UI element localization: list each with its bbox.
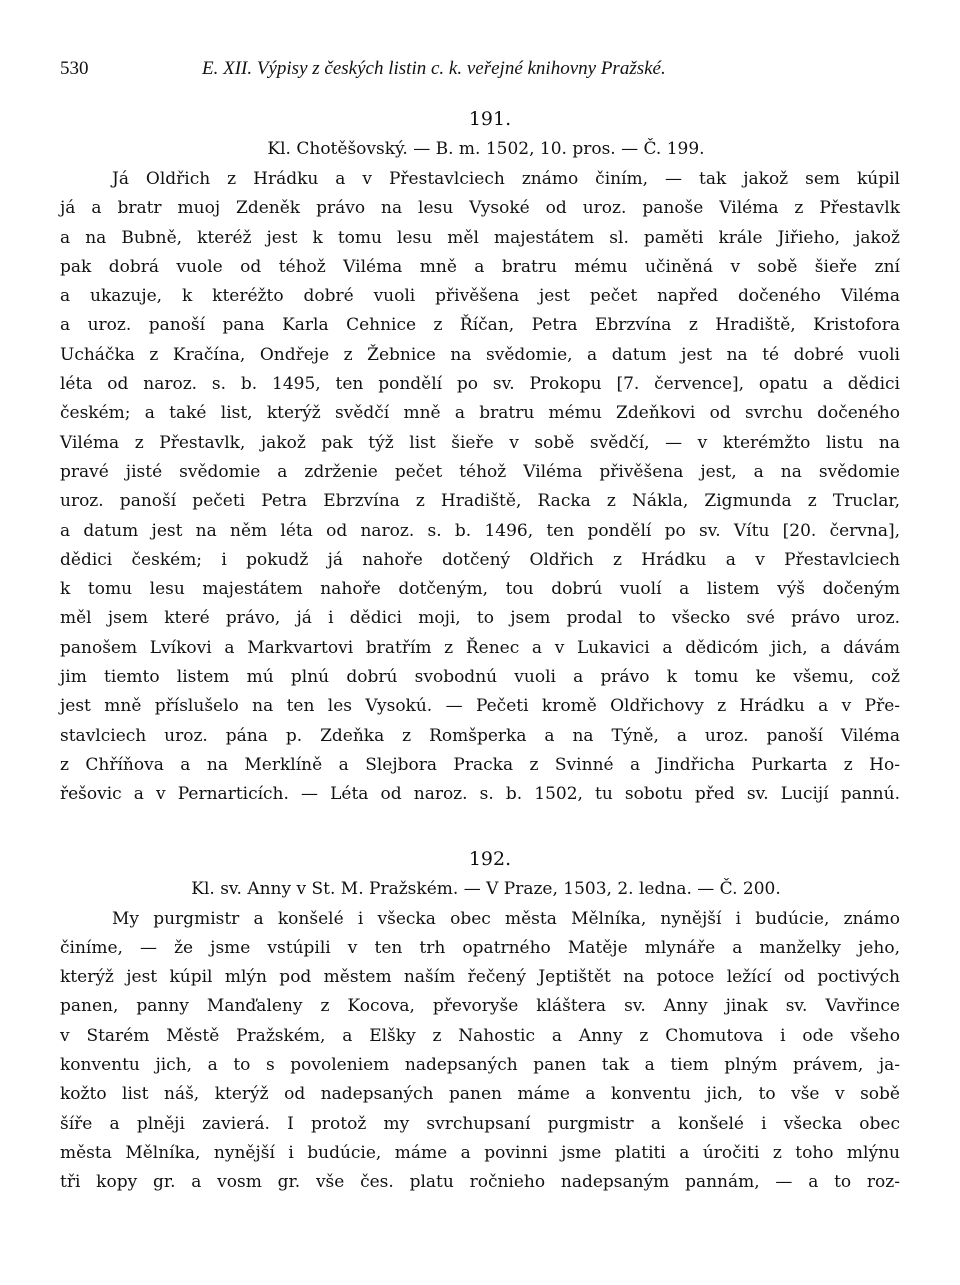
text-line: a datum jest na něm léta od naroz. s. b. 1496, ten pondělí po sv. Vítu [20. června], — [60, 520, 900, 541]
running-header — [60, 58, 900, 88]
document-number-191: 191. — [468, 108, 512, 130]
text-line: dědici českém; i pokudž já nahoře dotčený Oldřich z Hrádku a v Přestavlciech — [60, 549, 900, 570]
text-line: konventu jich, a to s povoleniem nadepsaných panen tak a tiem plným právem, ja- — [60, 1055, 900, 1076]
section-gap — [60, 810, 900, 844]
document-source-191: Kl. Chotěšovský. — B. m. 1502, 10. pros. — Č. 199. — [267, 139, 705, 159]
text-line: měl jsem které právo, já i dědici moji, to jsem prodal to všecko své právo uroz. — [60, 608, 900, 629]
text-line: činíme, — že jsme vstúpili v ten trh opatrného Matěje mlynáře a manželky jeho, — [60, 937, 900, 958]
text-line: šíře a plněji zavierá. I protož my svrchupsaní purgmistr a konšelé i všecka obec — [60, 1113, 900, 1134]
body-text — [60, 104, 900, 1198]
text-line: kterýž jest kúpil mlýn pod městem naším řečený Jeptištět na potoce ležící od poctivých — [60, 967, 900, 988]
text-line: řešovic a v Pernarticích. — Léta od naroz. s. b. 1502, tu sobotu před sv. Lucijí pannú. — [60, 784, 900, 805]
text-line: panen, panny Manďaleny z Kocova, převoryše kláštera sv. Anny jinak sv. Vavřince — [60, 996, 900, 1017]
text-line: pak dobrá vuole od téhož Viléma mně a bratru mému učiněná v sobě šieře zní — [60, 256, 900, 277]
text-line: uroz. panoší pečeti Petra Ebrzvína z Hradiště, Racka z Nákla, Zigmunda z Truclar, — [60, 491, 900, 512]
text-line: a ukazuje, k kteréžto dobré vuoli přivěšena jest pečet napřed dočeného Viléma — [60, 286, 900, 307]
document-number-192: 192. — [468, 847, 512, 870]
text-line: z Chříňova a na Merklíně a Slejbora Pracka z Svinné a Jindřicha Purkarta z Ho- — [60, 754, 900, 775]
text-line: tři kopy gr. a vosm gr. vše čes. platu ročnieho nadepsaným pannám, — a to roz- — [60, 1172, 900, 1193]
text-line: panošem Lvíkovi a Markvartovi bratřím z Řenec a v Lukavici a dědicóm jich, a dávám — [60, 637, 900, 658]
running-title: E. XII. Výpisy z českých listin c. k. veřejné knihovny Pražské. — [202, 58, 666, 79]
page-number: 530 — [60, 58, 89, 79]
text-line: kožto list náš, kterýž od nadepsaných panen máme a konventu jich, to vše v sobě — [60, 1084, 900, 1105]
document-body-191 — [60, 165, 900, 810]
text-line: Já Oldřich z Hrádku a v Přestavlciech známo činím, — tak jakož sem kúpil — [112, 169, 900, 189]
text-line: pravé jisté svědomie a zdrženie pečet téhož Viléma přivěšena jest, a na svědomie — [60, 461, 900, 482]
text-line: Ucháčka z Kračína, Ondřeje z Žebnice na svědomie, a datum jest na té dobré vuoli — [60, 344, 900, 365]
text-line: jest mně příslušelo na ten les Vysokú. — Pečeti kromě Oldřichovy z Hrádku a v Pře- — [60, 696, 900, 717]
text-line: stavlciech uroz. pána p. Zdeňka z Romšperka a na Týně, a uroz. panoší Viléma — [60, 725, 900, 746]
text-line: My purgmistr a konšelé i všecka obec města Mělníka, nynější i budúcie, známo — [112, 908, 900, 929]
text-line: Viléma z Přestavlk, jakož pak týž list šieře v sobě svědčí, — v kterémžto listu na — [60, 432, 900, 453]
text-line: a na Bubně, kteréž jest k tomu lesu měl majestátem sl. paměti krále Jiřieho, jakož — [60, 227, 900, 248]
text-line: města Mělníka, nynější i budúcie, máme a povinni jsme platiti a úročiti z toho mlýnu — [60, 1142, 900, 1163]
text-line: v Starém Městě Pražském, a Elšky z Nahostic a Anny z Chomutova i ode všeho — [60, 1025, 900, 1046]
document-body-192 — [60, 905, 900, 1198]
text-line: českém; a také list, kterýž svědčí mně a bratru mému Zdeňkovi od svrchu dočeného — [60, 403, 900, 424]
text-line: a uroz. panoší pana Karla Cehnice z Říčan, Petra Ebrzvína z Hradiště, Kristofora — [60, 315, 900, 336]
document-source-192: Kl. sv. Anny v St. M. Pražském. — V Praze, 1503, 2. ledna. — Č. 200. — [191, 878, 781, 899]
text-line: léta od naroz. s. b. 1495, ten pondělí po sv. Prokopu [7. července], opatu a dědici — [60, 374, 900, 395]
text-line: k tomu lesu majestátem nahoře dotčeným, tou dobrú vuolí a listem výš dočeným — [60, 579, 900, 600]
text-line: jim tiemto listem mú plnú dobrú svobodnú vuoli a právo k tomu ke všemu, což — [60, 667, 900, 688]
text-line: já a bratr muoj Zdeněk právo na lesu Vysoké od uroz. panoše Viléma z Přestavlk — [60, 198, 900, 219]
